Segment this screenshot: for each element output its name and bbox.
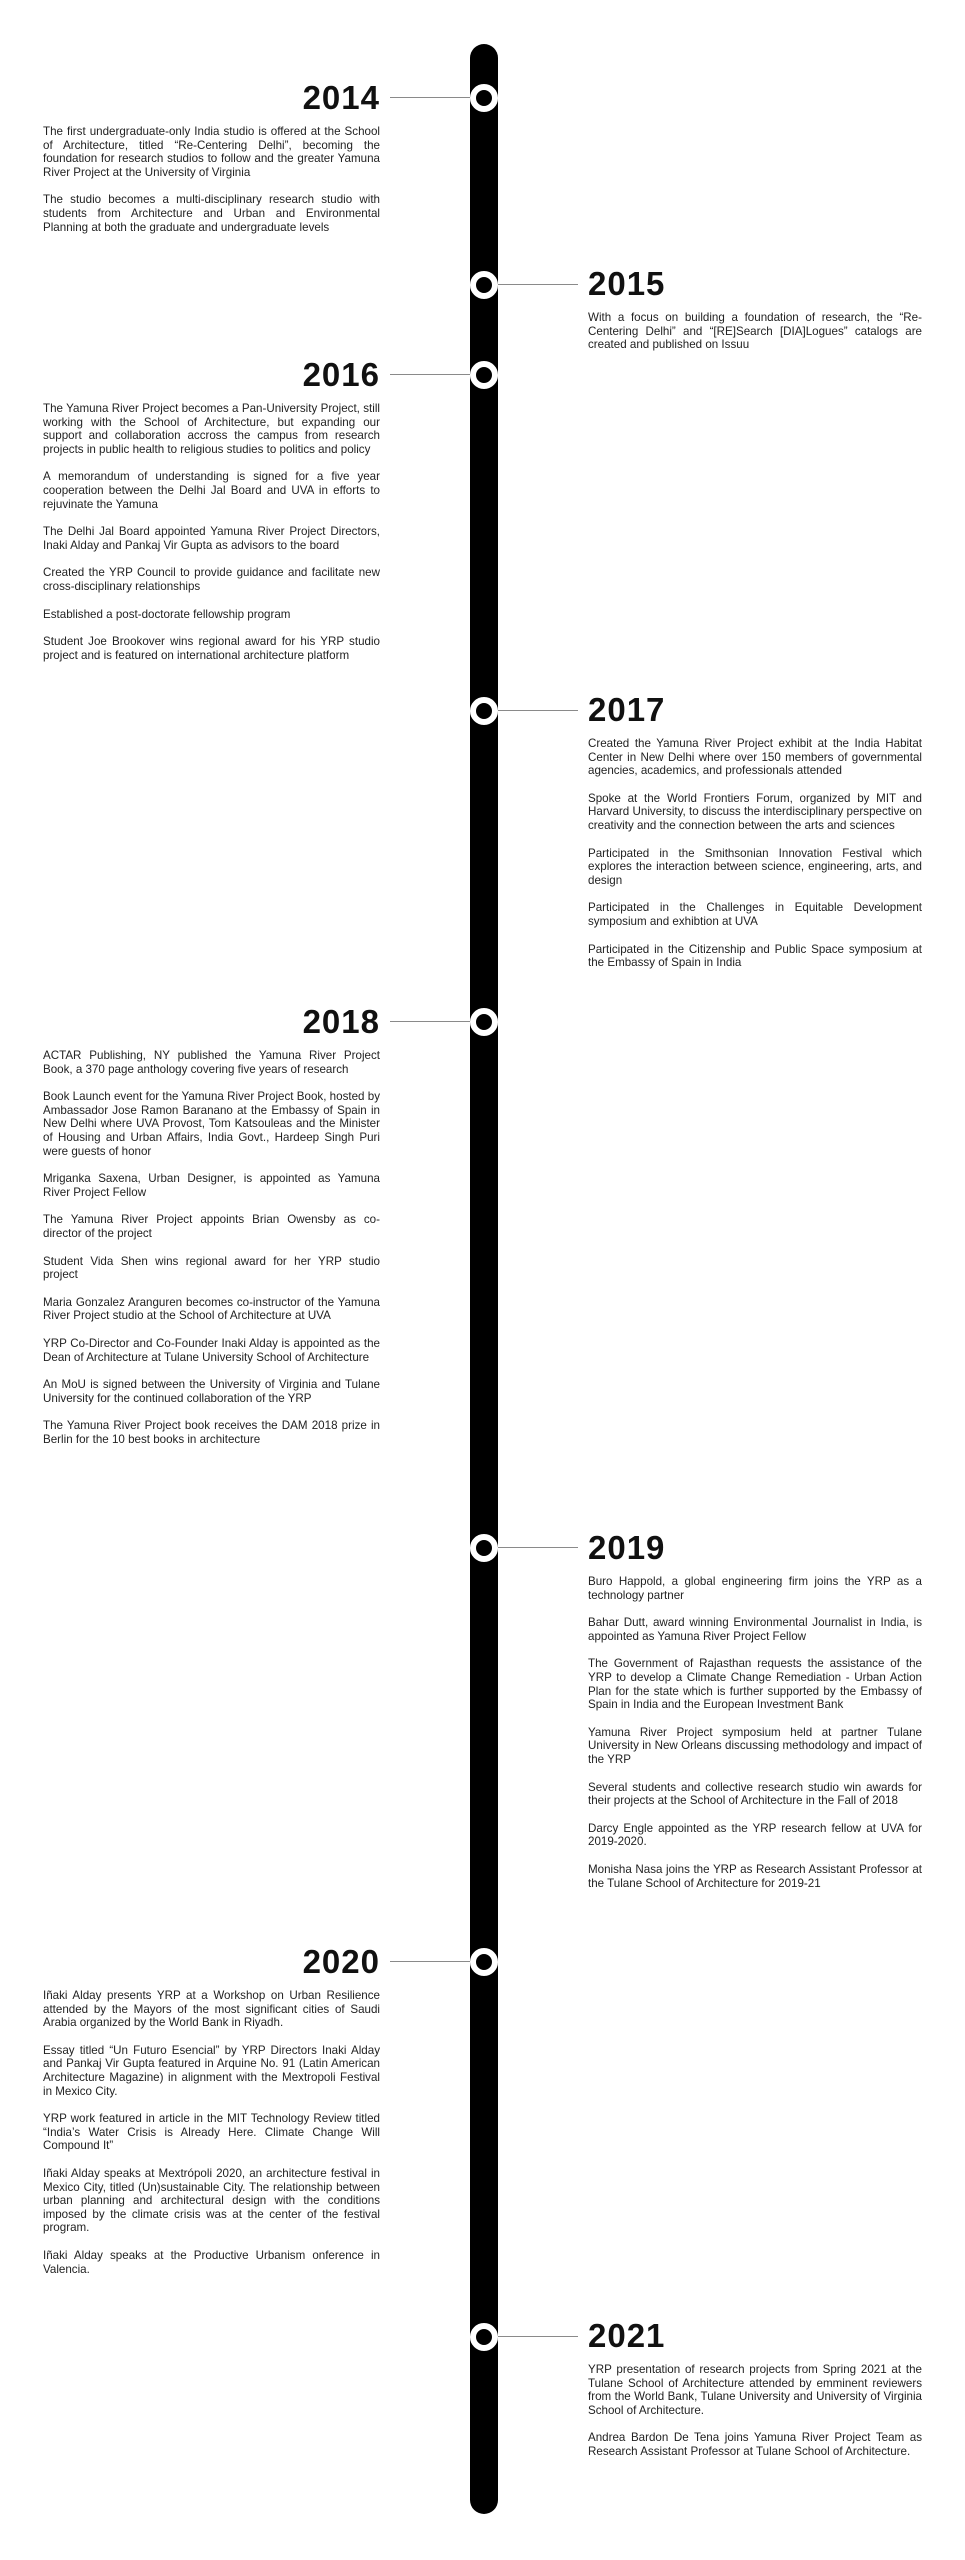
milestone-text: Essay titled “Un Futuro Esencial” by YRP Directors Inaki Alday and Pankaj Vir Gupta featured in Arquine No. 91 (Latin American Architecture Magazine) in alignment with the Mextropoli Festival in Mexico City.: [43, 2043, 380, 2098]
milestone-text: Established a post-doctorate fellowship program: [43, 607, 291, 621]
timeline-entry-2015: [588, 266, 922, 366]
milestone-text: YRP work featured in article in the MIT Technology Review titled “India’s Water Crisis is Already Here. Climate Change Will Compound It”: [43, 2112, 380, 2153]
timeline-entry-2016: [43, 357, 380, 676]
timeline-entry-2020: [43, 1944, 380, 2290]
year-heading: 2014: [302, 79, 380, 116]
connector-line: [494, 284, 578, 285]
connector-line: [390, 1961, 474, 1962]
milestone-text: Andrea Bardon De Tena joins Yamuna River Project Team as Research Assistant Professor at Tulane School of Architecture.: [588, 2431, 922, 2458]
timeline-spine: [470, 44, 498, 2514]
connector-line: [494, 1547, 578, 1548]
milestone-text: The studio becomes a multi-disciplinary research studio with students from Architecture and Urban and Environmental Planning at both the graduate and undergraduate levels: [43, 193, 380, 234]
milestone-text: A memorandum of understanding is signed for a five year cooperation between the Delhi Jal Board and UVA in efforts to rejuvinate the Yamuna: [43, 470, 380, 511]
timeline-entry-2019: [588, 1530, 922, 1904]
milestone-text: The Yamuna River Project becomes a Pan-University Project, still working with the School of Architecture, but expanding our support and collaboration accross the campus from research projects in public health to religious studies to politics and policy: [43, 402, 380, 456]
milestone-text: Iñaki Alday presents YRP at a Workshop on Urban Resilience attended by the Mayors of the most significant cities of Saudi Arabia organized by the World Bank in Riyadh.: [43, 1989, 380, 2030]
milestone-text: Created the Yamuna River Project exhibit at the India Habitat Center in New Delhi where over 150 members of governmental agencies, academics, and professionals attended: [588, 737, 922, 778]
milestone-text: The Yamuna River Project appoints Brian Owensby as co-director of the project: [43, 1213, 380, 1240]
milestone-text: Monisha Nasa joins the YRP as Research Assistant Professor at the Tulane School of Architecture for 2019-21: [588, 1862, 922, 1890]
timeline-node-2014: [470, 84, 498, 112]
year-heading: 2019: [588, 1529, 666, 1566]
milestone-text: Student Vida Shen wins regional award for her YRP studio project: [43, 1254, 380, 1282]
milestone-text: Book Launch event for the Yamuna River Project Book, hosted by Ambassador Jose Ramon Baranano at the Embassy of Spain in New Delhi where UVA Provost, Tom Katsouleas and the Minister of Housing and Urban Affairs, India Govt., Hardeep Singh Puri were guests of honor: [43, 1090, 380, 1158]
milestone-text: Bahar Dutt, award winning Environmental Journalist in India, is appointed as Yamuna River Project Fellow: [588, 1616, 922, 1643]
timeline-node-2017: [470, 697, 498, 725]
milestone-text: Student Joe Brookover wins regional award for his YRP studio project and is featured on international architecture platform: [43, 635, 380, 662]
year-heading: 2021: [588, 2317, 666, 2354]
timeline-node-2021: [470, 2323, 498, 2351]
timeline-entry-2017: [588, 692, 922, 984]
connector-line: [494, 2336, 578, 2337]
milestone-text: Maria Gonzalez Aranguren becomes co-instructor of the Yamuna River Project studio at the School of Architecture at UVA: [43, 1295, 380, 1323]
timeline-entry-2014: [43, 80, 380, 248]
milestone-text: Darcy Engle appointed as the YRP research fellow at UVA for 2019-2020.: [588, 1821, 922, 1849]
milestone-text: Buro Happold, a global engineering firm joins the YRP as a technology partner: [588, 1575, 922, 1602]
milestone-text: Several students and collective research studio win awards for their projects at the School of Architecture in the Fall of 2018: [588, 1780, 922, 1808]
milestone-text: The Yamuna River Project book receives the DAM 2018 prize in Berlin for the 10 best books in architecture: [43, 1419, 380, 1446]
timeline-node-2016: [470, 361, 498, 389]
timeline-entry-2021: [588, 2318, 922, 2473]
milestone-text: ACTAR Publishing, NY published the Yamuna River Project Book, a 370 page anthology covering five years of research: [43, 1049, 380, 1076]
milestone-text: Iñaki Alday speaks at the Productive Urbanism onference in Valencia.: [43, 2248, 380, 2276]
timeline-node-2020: [470, 1948, 498, 1976]
year-heading: 2015: [588, 265, 666, 302]
milestone-text: The Government of Rajasthan requests the assistance of the YRP to develop a Climate Change Remediation - Urban Action Plan for the state which is further supported by the Embassy of Spain in India and the European Investment Bank: [588, 1657, 922, 1712]
connector-line: [390, 374, 474, 375]
milestone-text: YRP Co-Director and Co-Founder Inaki Alday is appointed as the Dean of Architecture at Tulane University School of Architecture: [43, 1336, 380, 1364]
timeline-entry-2018: [43, 1004, 380, 1460]
milestone-text: Mriganka Saxena, Urban Designer, is appointed as Yamuna River Project Fellow: [43, 1172, 380, 1199]
milestone-text: Participated in the Challenges in Equitable Development symposium and exhibtion at UVA: [588, 901, 922, 928]
connector-line: [390, 97, 474, 98]
milestone-text: The first undergraduate-only India studio is offered at the School of Architecture, titled “Re-Centering Delhi”, becoming the foundation for research studios to follow and the greater Yamuna River Project at the University of Virginia: [43, 125, 380, 179]
milestone-text: The Delhi Jal Board appointed Yamuna River Project Directors, Inaki Alday and Pankaj Vir Gupta as advisors to the board: [43, 525, 380, 552]
timeline-node-2015: [470, 271, 498, 299]
milestone-text: Iñaki Alday speaks at Mextrópoli 2020, an architecture festival in Mexico City, titled (Un)sustainable City. The relationship between urban planning and architectural design with the conditions imposed by the climate crisis was at the center of the festival program.: [43, 2166, 380, 2235]
connector-line: [494, 710, 578, 711]
milestone-text: Participated in the Smithsonian Innovation Festival which explores the interaction between science, engineering, arts, and design: [588, 846, 922, 887]
year-heading: 2020: [302, 1943, 380, 1980]
milestone-text: Spoke at the World Frontiers Forum, organized by MIT and Harvard University, to discuss the interdisciplinary perspective on creativity and the connection between the arts and sciences: [588, 791, 922, 832]
year-heading: 2018: [302, 1003, 380, 1040]
milestone-text: With a focus on building a foundation of research, the “Re-Centering Delhi” and “[RE]Search [DIA]Logues” catalogs are created and published on Issuu: [588, 311, 922, 352]
milestone-text: Yamuna River Project symposium held at partner Tulane University in New Orleans discussing methodology and impact of the YRP: [588, 1725, 922, 1766]
connector-line: [390, 1021, 474, 1022]
milestone-text: Participated in the Citizenship and Public Space symposium at the Embassy of Spain in India: [588, 942, 922, 970]
milestone-text: YRP presentation of research projects from Spring 2021 at the Tulane School of Architecture attended by emminent reviewers from the World Bank, Tulane University and University of Virginia School of Architecture.: [588, 2363, 922, 2417]
year-heading: 2016: [302, 356, 380, 393]
milestone-text: An MoU is signed between the University of Virginia and Tulane University for the continued collaboration of the YRP: [43, 1378, 380, 1405]
milestone-text: Created the YRP Council to provide guidance and facilitate new cross-disciplinary relationships: [43, 566, 380, 593]
timeline-node-2018: [470, 1008, 498, 1036]
year-heading: 2017: [588, 691, 666, 728]
timeline-node-2019: [470, 1534, 498, 1562]
